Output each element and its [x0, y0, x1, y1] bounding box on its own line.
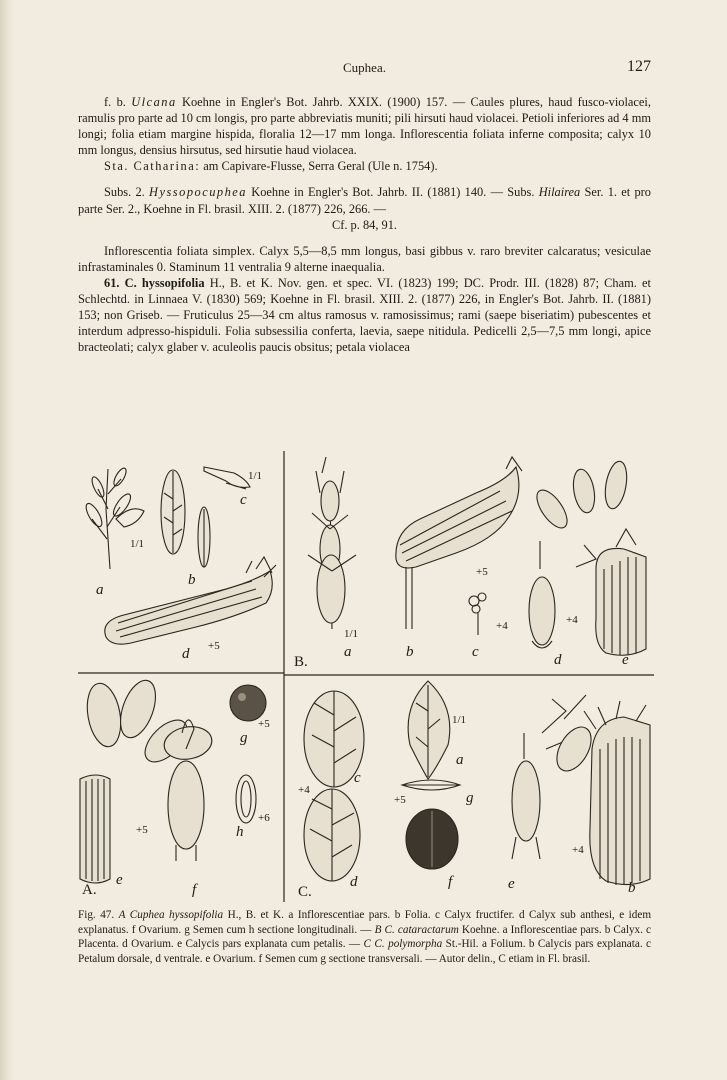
fig-a-leaves	[161, 470, 210, 567]
page-number: 127	[627, 58, 651, 75]
botanical-figure	[76, 449, 656, 904]
body-text	[78, 94, 651, 355]
paragraph-inflorescence: Inflorescentia foliata simplex. Calyx 5,5—8,5 mm longus, basi gibbus v. raro breviter calcaratus; vesiculae infrastaminales 0. Staminum 11 ventralia 9 alterne inaequalia.	[78, 243, 651, 274]
fig-b-ovarium	[529, 541, 555, 648]
figure-illustration	[76, 449, 656, 904]
fig-panel-label-c: C.	[298, 884, 312, 900]
fig-label-c-e: e	[508, 876, 515, 892]
fig-mag-a-a: 1/1	[130, 538, 145, 550]
page-edge-shadow	[0, 0, 14, 1080]
fig-panel-label-b: B.	[294, 654, 308, 670]
fig-mag-a-c: 1/1	[248, 470, 263, 482]
fig-label-a-d: d	[182, 646, 190, 662]
subsection-alt-name: Hilairea	[538, 185, 581, 200]
taxon-name: Ulcana	[131, 95, 177, 109]
fig-a-calyx-fructifer	[204, 467, 250, 489]
fig-a-semen	[230, 685, 266, 721]
fig-mag-b-b: +5	[476, 566, 488, 578]
fig-panel-label-a: A.	[82, 882, 97, 898]
fig-b-placenta	[469, 593, 486, 635]
fig-c-ovarium	[512, 733, 540, 859]
fig-c-petals	[304, 691, 364, 881]
running-head: Cuphea.	[343, 60, 386, 75]
paragraph-species: 61. C. hyssopifolia H., B. et K. Nov. gen. et spec. VI. (1823) 199; DC. Prodr. III. (1828) 87; Cham. et Schlechtd. in Linnaea V. (1830) 569; Koehne in Fl. brasil. XIII. 2. (1877) 226, in Engler's Bot. Jahrb. II. (1881) 153; non Griseb. — Fruticulus 25—34 cm altus ramosus v. ramosissimus; rami (saepe biseriatim) pubescentes et interdum adpresso-hispiduli. Folia subsessilia conferta, laevia, saepe nitidula. Pedicelli 2,5—7,5 mm longi, apice bracteolati; calyx glaber v. aculeolis paucis obsitus; petala violacea	[78, 275, 651, 355]
fig-label-a-e: e	[116, 872, 123, 888]
fig-label-c-a: a	[456, 752, 464, 768]
paragraph-subsection: Subs. 2. Hyssopocuphea Koehne in Engler's Bot. Jahrb. II. (1881) 140. — Subs. Hilairea Ser. 1. et pro parte Ser. 2., Koehne in Fl. brasil. XIII. 2. (1877) 226, 266. —	[78, 185, 651, 216]
fig-mag-c-c: +4	[298, 784, 310, 796]
fig-c-folium	[408, 681, 450, 779]
fig-c-calyx-explanata	[542, 695, 650, 885]
page-header	[78, 58, 651, 82]
fig-a-calyx-anthesis	[105, 557, 276, 644]
fig-label-a-a: a	[96, 582, 104, 598]
fig-label-b-c: c	[472, 644, 479, 660]
figure-caption: Fig. 47. A Cuphea hyssopifolia H., B. et K. a Inflorescentiae pars. b Folia. c Calyx fructifer. d Calyx sub anthesi, e idem explanatus. f Ovarium. g Semen cum h sectione longitudinali. — B C. cataractarum Koehne. a Inflorescentiae pars. b Calyx. c Placenta. d Ovarium. e Calycis pars explanata cum petalis. — C C. polymorpha St.-Hil. a Folium. b Calycis pars explanata. c Petalum dorsale, d ventrale. e Ovarium. f Semen cum g sectione transversali. — Autor delin., C etiam in Fl. brasil.	[78, 909, 652, 966]
fig-label-b-d: d	[554, 652, 562, 668]
caption-c-name: C C. polymorpha	[363, 938, 443, 951]
fig-label-a-c: c	[240, 492, 247, 508]
fig-mag-c-b: +4	[572, 844, 584, 856]
fig-b-inflorescence	[308, 457, 356, 629]
fig-label-c-d: d	[350, 874, 358, 890]
species-name: C. hyssopifolia	[124, 275, 205, 290]
fig-label-c-f: f	[448, 874, 453, 890]
caption-b-name: B C. cataractarum	[374, 923, 459, 936]
caption-a-name: A Cuphea hyssopifolia	[118, 909, 224, 921]
fig-label-a-h: h	[236, 824, 244, 840]
fig-label-c-b: b	[628, 880, 636, 896]
fig-mag-c-g: +5	[394, 794, 406, 806]
fig-label-c-c: c	[354, 770, 361, 786]
fig-label-b-a: a	[344, 644, 352, 660]
fig-b-calyx	[396, 457, 522, 629]
paragraph-locality: Sta. Catharina: am Capivare-Flusse, Serra Geral (Ule n. 1754).	[104, 159, 438, 174]
fig-label-b-b: b	[406, 644, 414, 660]
fig-mag-b-d: +4	[566, 614, 578, 626]
fig-label-a-g: g	[240, 730, 248, 746]
fig-label-c-g: g	[466, 790, 474, 806]
cross-reference: Cf. p. 84, 91.	[331, 217, 398, 232]
fig-mag-a-g: +5	[258, 718, 270, 730]
fig-c-semen	[406, 809, 458, 869]
subsection-name: Hyssopocuphea	[149, 185, 247, 200]
fig-mag-b-a: 1/1	[344, 628, 359, 640]
fig-mag-c-a: 1/1	[452, 714, 467, 726]
fig-mag-a-h: +6	[258, 812, 270, 824]
fig-label-a-f: f	[192, 882, 197, 898]
fig-label-b-e: e	[622, 652, 629, 668]
fig-mag-a-d: +5	[208, 640, 220, 652]
fig-a-inflorescence	[83, 466, 144, 569]
fig-a-sectio-longitudinalis	[236, 775, 256, 823]
fig-mag-b-c: +4	[496, 620, 508, 632]
fig-label-a-b: b	[188, 572, 196, 588]
paragraph-ulcana: f. b. Ulcana Koehne in Engler's Bot. Jahrb. XXIX. (1900) 157. — Caules plures, haud fusco-violacei, ramulis pro parte ad 10 cm longis, pro parte abbreviatis muniti; pili hirsuti haud violacei. Petioli inferiores ad 4 mm longi; folia etiam margine hispida, floralia 12—17 mm longa. Inflorescentia foliata inferne composita; calyx 10 mm longus, densius hirsutus, sed hirsutie haud violacea.	[78, 95, 651, 158]
fig-c-sectio-transversalis	[402, 780, 460, 790]
fig-mag-a-e: +5	[136, 824, 148, 836]
